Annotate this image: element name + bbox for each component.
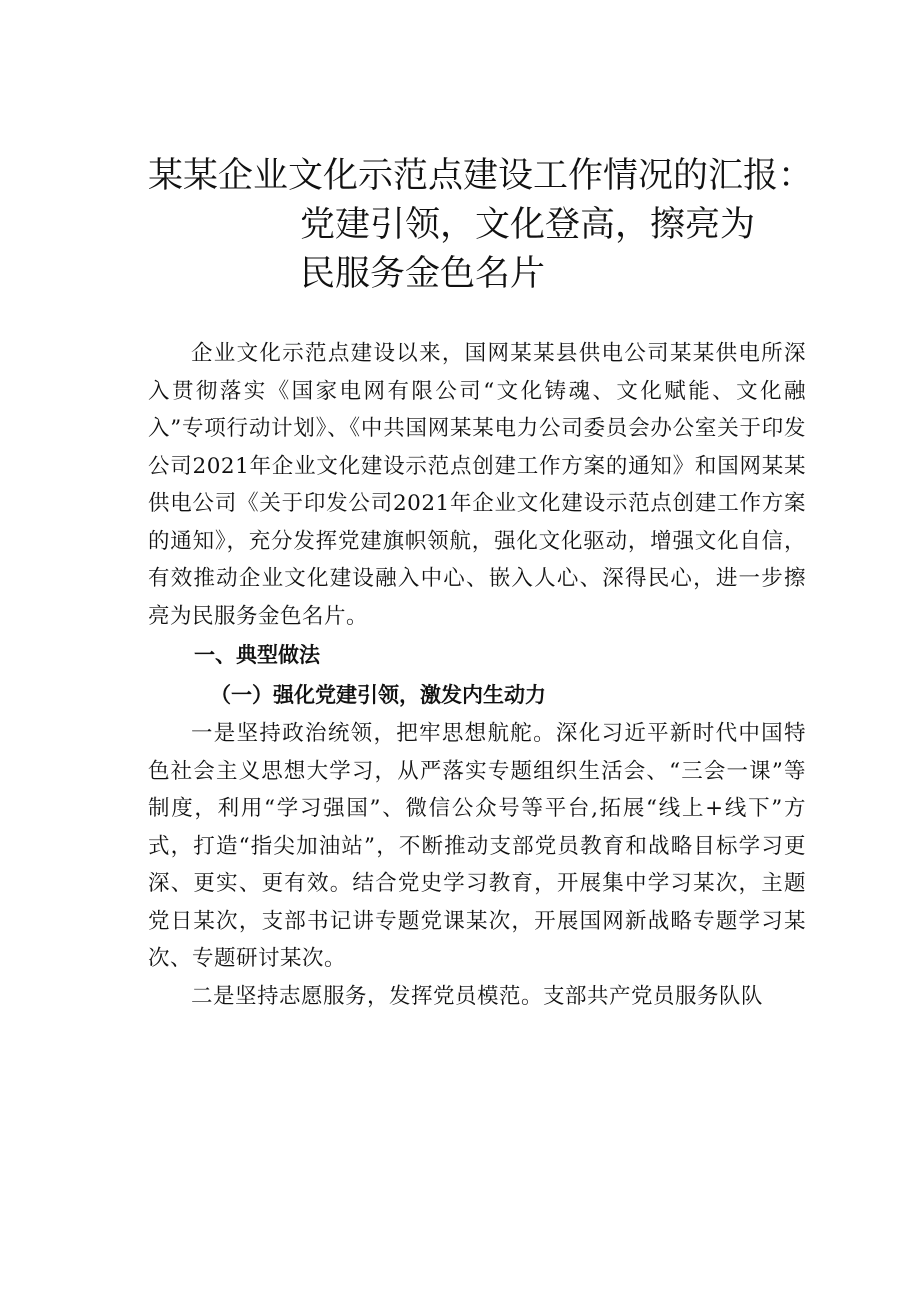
document-title [148,152,828,299]
section-heading: 一、典型做法 [194,643,320,667]
body-paragraph-2: 二是坚持志愿服务，发挥党员模范。支部共产党员服务队队 [191,983,764,1009]
body-paragraph-1: 一是坚持政治统领，把牢思想航舵。深化习近平新时代中国特色社会主义思想大学习，从严落实专题组织生活会、“三会一课”等制度，利用“学习强国”、微信公众号等平台,拓展“线上+线下”方式，打造“指尖加油站”，不断推动支部党员教育和战略目标学习更深、更实、更有效。结合党史学习教育，开展集中学习某次，主题党日某次，支部书记讲专题党课某次，开展国网新战略专题学习某次、专题研讨某次。 [148,721,806,971]
title-line-2: 党建引领，文化登高，擦亮为民服务金色名片 [300,205,756,294]
subsection-heading: （一）强化党建引领，激发内生动力 [210,683,546,707]
document-body [148,335,806,1015]
title-line-1: 某某企业文化示范点建设工作情况的汇报： [148,156,814,196]
intro-paragraph: 企业文化示范点建设以来，国网某某县供电公司某某供电所深入贯彻落实《国家电网有限公司“文化铸魂、文化赋能、文化融入”专项行动计划》、《中共国网某某电力公司委员会办公室关于印发公司2021年企业文化建设示范点创建工作方案的通知》和国网某某供电公司《关于印发公司2021年企业文化建设示范点创建工作方案的通知》，充分发挥党建旗帜领航，强化文化驱动，增强文化自信，有效推动企业文化建设融入中心、嵌入人心、深得民心，进一步擦亮为民服务金色名片。 [148,341,806,629]
